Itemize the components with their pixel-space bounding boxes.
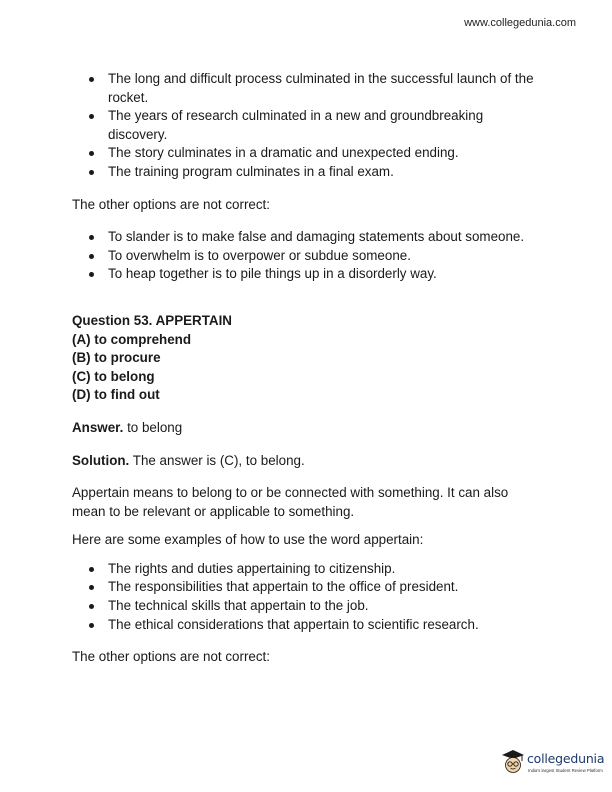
examples-intro: Here are some examples of how to use the word appertain: <box>72 532 424 548</box>
collegedunia-logo <box>500 748 604 784</box>
header-url: www.collegedunia.com <box>464 17 576 29</box>
graduate-mascot-icon <box>500 748 526 776</box>
solution-text: The answer is (C), to belong. <box>129 452 305 468</box>
solution-explanation: Appertain means to belong to or be connected with something. It can also mean to be relevant or applicable to something. <box>72 485 509 519</box>
list-item: The story culminates in a dramatic and unexpected ending. <box>72 144 542 163</box>
list-item: To slander is to make false and damaging statements about someone. <box>72 228 542 247</box>
list-item: To heap together is to pile things up in a disorderly way. <box>72 265 542 284</box>
list-item: The rights and duties appertaining to citizenship. <box>72 560 542 579</box>
culminate-examples-list <box>72 70 542 182</box>
option-b: (B) to procure <box>72 350 161 366</box>
list-item: The ethical considerations that appertain to scientific research. <box>72 616 542 635</box>
other-options-intro: The other options are not correct: <box>72 196 270 212</box>
brand-name: collegedunia <box>527 751 605 766</box>
option-c: (C) to belong <box>72 368 155 384</box>
list-item: The technical skills that appertain to the job. <box>72 597 542 616</box>
solution-label: Solution. <box>72 452 130 468</box>
question-title: Question 53. APPERTAIN <box>72 312 232 328</box>
answer-line <box>72 419 542 438</box>
answer-text: to belong <box>123 419 183 435</box>
list-item: The responsibilities that appertain to the office of president. <box>72 578 542 597</box>
page-content <box>72 70 542 667</box>
option-a: (A) to comprehend <box>72 331 192 347</box>
list-item: The years of research culminated in a new and groundbreaking discovery. <box>72 107 542 144</box>
list-item: The training program culminates in a final exam. <box>72 163 542 182</box>
other-options-list <box>72 228 542 284</box>
list-item: To overwhelm is to overpower or subdue someone. <box>72 247 542 266</box>
answer-label: Answer. <box>72 419 124 435</box>
appertain-examples-list <box>72 560 542 634</box>
solution-line <box>72 452 542 471</box>
question-block <box>72 312 542 405</box>
brand-tagline: India's largest Student Review Platform <box>528 768 603 773</box>
list-item: The long and difficult process culminated in the successful launch of the rocket. <box>72 70 542 107</box>
option-d: (D) to find out <box>72 387 160 403</box>
other-options-intro-2: The other options are not correct: <box>72 649 270 665</box>
